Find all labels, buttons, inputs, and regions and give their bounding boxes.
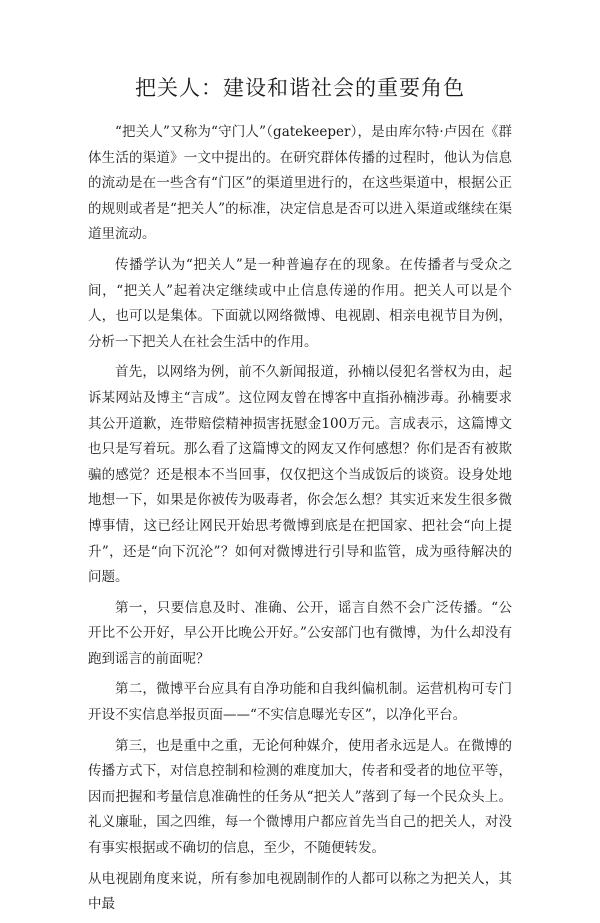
paragraph-weibo-example: 首先，以网络为例，前不久新闻报道，孙楠以侵犯名誉权为由，起诉某网站及博主“言成”。这位网友曾在博客中直指孙楠涉毒。孙楠要求其公开道歉，连带赔偿精神损害抚慰金100万元。言成表示，这篇博文也只是写着玩。那么看了这篇博文的网友又作何感想？你们是否有被欺骗的感觉？还是根本不当回事，仅仅把这个当成饭后的谈资。设身处地地想一下，如果是你被传为吸毒者，你会怎么想？其实近来发生很多微博事情，这已经让网民开始思考微博到底是在把国家、把社会“向上提升”，还是“向下沉沦”？如何对微博进行引导和监管，成为亟待解决的问题。 bbox=[88, 364, 512, 586]
paragraph-point-three: 第三，也是重中之重，无论何种媒介，使用者永远是人。在微博的传播方式下，对信息控制和检测的难度加大，传者和受者的地位平等，因而把握和考量信息准确性的任务从“把关人”落到了每一个民众头上。礼义廉耻，国之四维，每一个微博用户都应首先当自己的把关人，对没有事实根据或不确切的信息，至少，不随便转发。 bbox=[88, 737, 512, 857]
paragraph-point-one: 第一，只要信息及时、准确、公开，谣言自然不会广泛传播。“公开比不公开好，早公开比晚公开好。”公安部门也有微博，为什么却没有跑到谣言的前面呢？ bbox=[88, 599, 512, 667]
page-title: 把关人：建设和谐社会的重要角色 bbox=[135, 76, 465, 100]
article-body bbox=[88, 120, 512, 923]
paragraph-gatekeeper-definition: “把关人”又称为“守门人”（gatekeeper），是由库尔特·卢因在《群体生活的渠道》一文中提出的。在研究群体传播的过程时，他认为信息的流动是在一些含有“门区”的渠道里进行的，在这些渠道中，根据公正的规则或者是“把关人”的标准，决定信息是否可以进入渠道或继续在渠道里流动。 bbox=[88, 124, 512, 243]
paragraph-point-two: 第二，微博平台应具有自净功能和自我纠偏机制。运营机构可专门开设不实信息举报页面——“不实信息曝光专区”，以净化平台。 bbox=[88, 681, 512, 724]
paragraph-gatekeeper-role: 传播学认为“把关人”是一种普遍存在的现象。在传播者与受众之间，“把关人”起着决定继续或中止信息传递的作用。把关人可以是个人，也可以是集体。下面就以网络微博、电视剧、相亲电视节目为例，分析一下把关人在社会生活中的作用。 bbox=[88, 256, 512, 350]
paragraph-tv-drama: 从电视剧角度来说，所有参加电视剧制作的人都可以称之为把关人，其中最 bbox=[88, 870, 512, 913]
